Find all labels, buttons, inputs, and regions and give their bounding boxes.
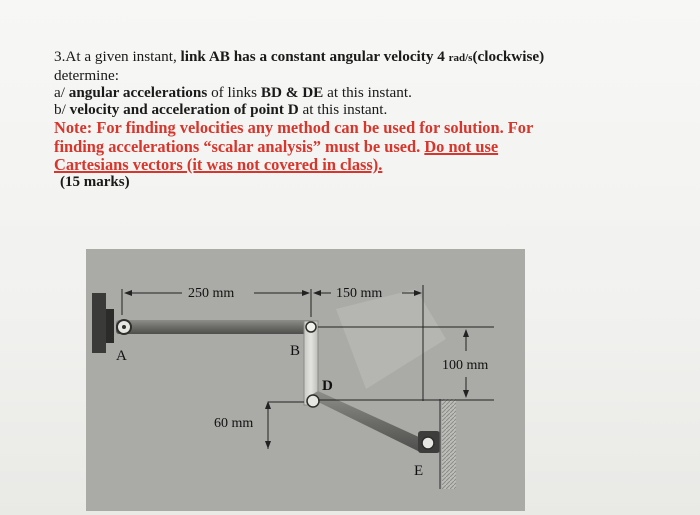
part-a-mid: of links xyxy=(207,84,261,101)
given-text: link AB has a constant angular velocity 4 xyxy=(180,48,445,65)
right-wall xyxy=(442,399,456,489)
dim-left-label: 60 mm xyxy=(214,416,254,431)
label-a: A xyxy=(116,348,127,364)
part-a-bold: angular accelerations xyxy=(68,84,208,101)
dim-ab-label: 250 mm xyxy=(188,286,235,301)
marks-text: (15 marks) xyxy=(60,173,130,190)
note-line-3: Cartesians vectors (it was not covered in class). xyxy=(54,155,383,174)
unit-text: rad/s xyxy=(448,52,473,64)
part-b-label: b/ xyxy=(54,101,70,118)
problem-statement xyxy=(54,48,654,191)
problem-number-text: 3.At a given instant, xyxy=(54,48,181,65)
note-line-2b: Do not use xyxy=(424,136,499,156)
direction-text: (clockwise) xyxy=(472,48,545,65)
mechanism-figure xyxy=(86,249,525,511)
note-line-2 xyxy=(54,138,654,157)
problem-line-4 xyxy=(54,101,654,118)
part-a-suffix: at this instant. xyxy=(323,84,412,101)
problem-line-2: determine: xyxy=(54,67,119,84)
problem-line-1 xyxy=(54,48,654,67)
pin-e xyxy=(422,437,434,449)
label-e: E xyxy=(414,463,424,479)
note-line-1: Note: For finding velocities any method can be used for solution. For xyxy=(54,118,534,137)
part-b-suffix: at this instant. xyxy=(298,101,388,118)
mechanism-diagram xyxy=(86,249,525,511)
wall-support-a xyxy=(92,293,106,353)
label-d: D xyxy=(322,378,333,394)
note-block xyxy=(54,119,654,175)
label-b: B xyxy=(290,343,301,359)
part-b-bold: velocity and acceleration of point D xyxy=(69,101,299,118)
pin-d xyxy=(307,395,319,407)
dim-right-label: 100 mm xyxy=(442,358,489,373)
part-a-links: BD & DE xyxy=(260,84,324,101)
note-line-2a: finding accelerations “scalar analysis” must be used. xyxy=(54,136,425,156)
part-a-label: a/ xyxy=(54,84,69,101)
dim-bd-label: 150 mm xyxy=(336,286,383,301)
pin-a-center xyxy=(122,325,126,329)
pin-b xyxy=(306,322,316,332)
link-ab xyxy=(116,320,312,334)
problem-line-3 xyxy=(54,84,654,101)
pin-bracket-a xyxy=(106,309,114,343)
